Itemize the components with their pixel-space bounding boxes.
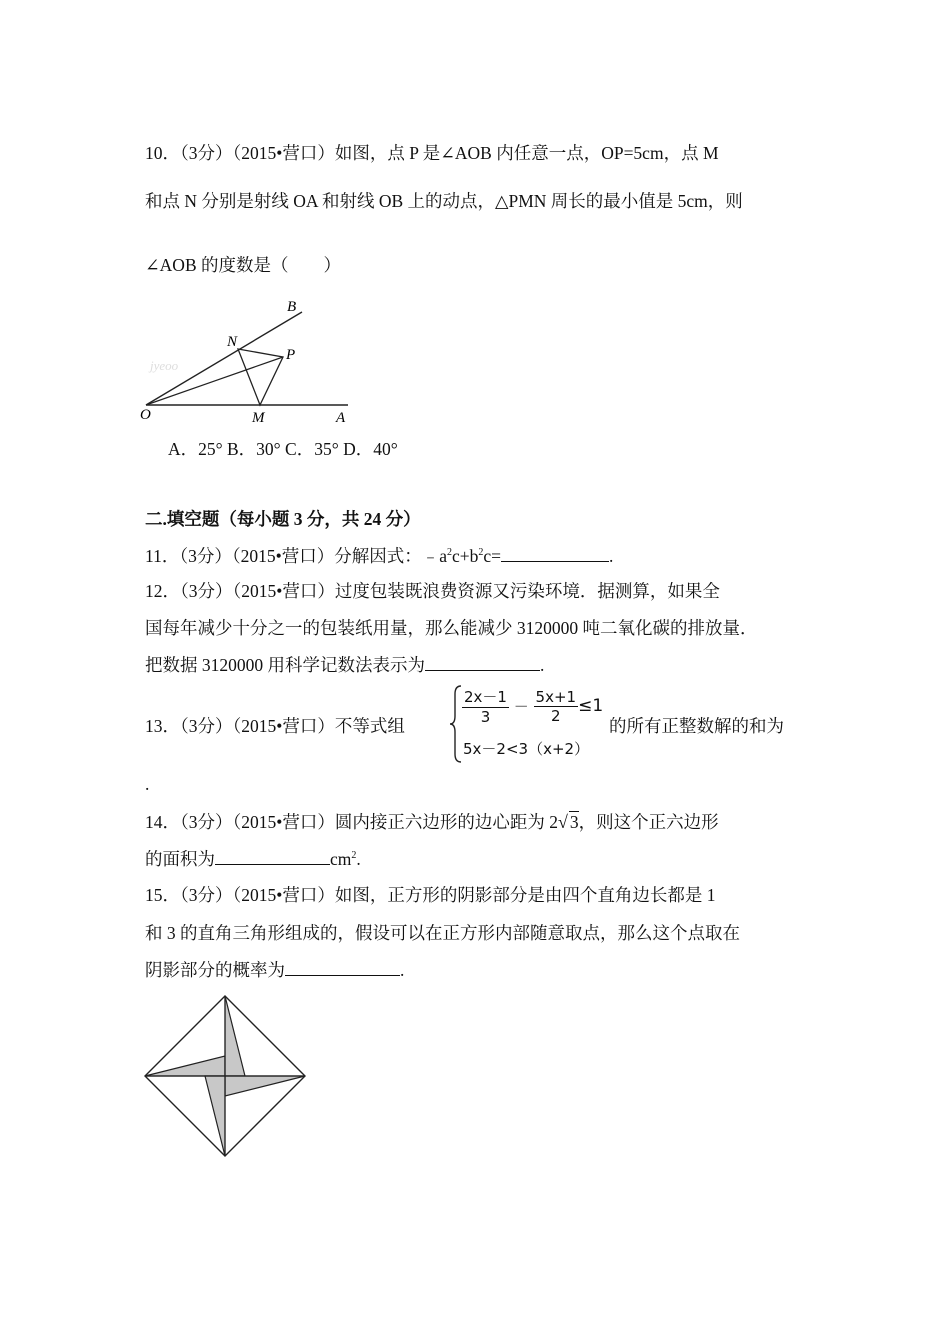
section-2-title: 二.填空题（每小题 3 分，共 24 分） xyxy=(145,509,421,529)
q13-suffix: 的所有正整数解的和为 xyxy=(609,716,784,736)
q12-answer-blank xyxy=(425,654,540,671)
q14-line-2 xyxy=(145,846,361,871)
q14-unit-sup: 2 xyxy=(351,850,357,862)
q13-frac-2-num: 5x+1 xyxy=(535,687,577,706)
q13-frac-2 xyxy=(534,688,579,725)
shaded-triangle-1 xyxy=(145,1056,225,1076)
q11-end: . xyxy=(609,546,614,566)
q10-line-1: 10．（3分）（2015•营口）如图，点 P 是∠AOB 内任意一点，OP=5cm，点 M xyxy=(145,143,719,163)
label-o: O xyxy=(140,407,151,423)
shaded-triangle-2 xyxy=(225,996,245,1076)
q14-line-1 xyxy=(145,809,719,834)
triangle-pmn xyxy=(238,349,283,405)
label-b: B xyxy=(287,299,297,315)
q15-line-1: 15．（3分）（2015•营口）如图，正方形的阴影部分是由四个直角边长都是 1 xyxy=(145,885,716,905)
q12-line-1: 12．（3分）（2015•营口）过度包装既浪费资源又污染环境．据测算，如果全 xyxy=(145,581,720,601)
q14-suffix: ，则这个正六边形 xyxy=(578,812,719,832)
q14-end: . xyxy=(356,849,361,869)
q15-line-2: 和 3 的直角三角形组成的，假设可以在正方形内部随意取点，那么这个点取在 xyxy=(145,923,740,943)
q11-prefix: 11．（3分）（2015•营口）分解因式：﹣a xyxy=(145,546,447,566)
q14-line-2-prefix: 的面积为 xyxy=(145,849,215,869)
q13-inequality-1 xyxy=(462,686,603,726)
q11-sup1: 2 xyxy=(447,547,452,559)
q11-suffix: c= xyxy=(483,546,502,566)
q10-options: A．25° B．30° C．35° D．40° xyxy=(168,439,398,459)
q14-answer-blank xyxy=(215,848,330,865)
q14-sqrt: 3 xyxy=(569,812,579,832)
q12-line-3-text: 把数据 3120000 用科学记数法表示为 xyxy=(145,655,425,675)
label-n: N xyxy=(227,334,238,350)
label-m: M xyxy=(252,410,265,426)
q13-frac-1-num: 2x－1 xyxy=(464,688,507,706)
q14-radical-sign: √ xyxy=(558,812,568,832)
q15-line-3 xyxy=(145,957,404,982)
q13-inequality-2: 5x－2<3（x+2） xyxy=(463,740,590,758)
q13-frac-1 xyxy=(462,686,509,726)
q14-prefix: 14．（3分）（2015•营口）圆内接正六边形的边心距为 2 xyxy=(145,812,559,832)
q15-end: . xyxy=(400,960,405,980)
q14-unit: cm xyxy=(330,849,352,869)
q10-line-3: ∠AOB 的度数是（ ） xyxy=(145,255,341,275)
q11-mid: c+b xyxy=(452,546,479,566)
q12-line-2: 国每年减少十分之一的包装纸用量，那么能减少 3120000 吨二氧化碳的排放量． xyxy=(145,618,758,638)
label-a: A xyxy=(336,410,346,426)
q10-angle-figure xyxy=(138,292,358,427)
label-p: P xyxy=(286,347,296,363)
q11-answer-blank xyxy=(501,545,609,562)
q13-prefix: 13．（3分）（2015•营口）不等式组 xyxy=(145,716,405,736)
q11-sup2: 2 xyxy=(478,547,484,559)
q13-leq: ≤1 xyxy=(578,696,604,716)
q13-minus: － xyxy=(513,697,529,716)
q10-line-2: 和点 N 分别是射线 OA 和射线 OB 上的动点，△PMN 周长的最小值是 5cm，则 xyxy=(145,191,743,211)
shaded-triangle-4 xyxy=(205,1076,225,1156)
shaded-triangle-3 xyxy=(225,1076,305,1096)
q13-frac-2-den: 2 xyxy=(551,706,561,725)
q13-line-2: . xyxy=(145,774,150,794)
watermark-text: jyeoo xyxy=(150,358,179,373)
q12-line-3 xyxy=(145,652,544,677)
q15-line-3-text: 阴影部分的概率为 xyxy=(145,960,285,980)
q15-answer-blank xyxy=(285,959,400,976)
q12-end: . xyxy=(540,655,545,675)
q13-frac-1-den: 3 xyxy=(480,708,491,726)
q13-brace xyxy=(449,684,463,764)
q15-square-figure xyxy=(140,990,310,1162)
q11-line xyxy=(145,543,613,568)
